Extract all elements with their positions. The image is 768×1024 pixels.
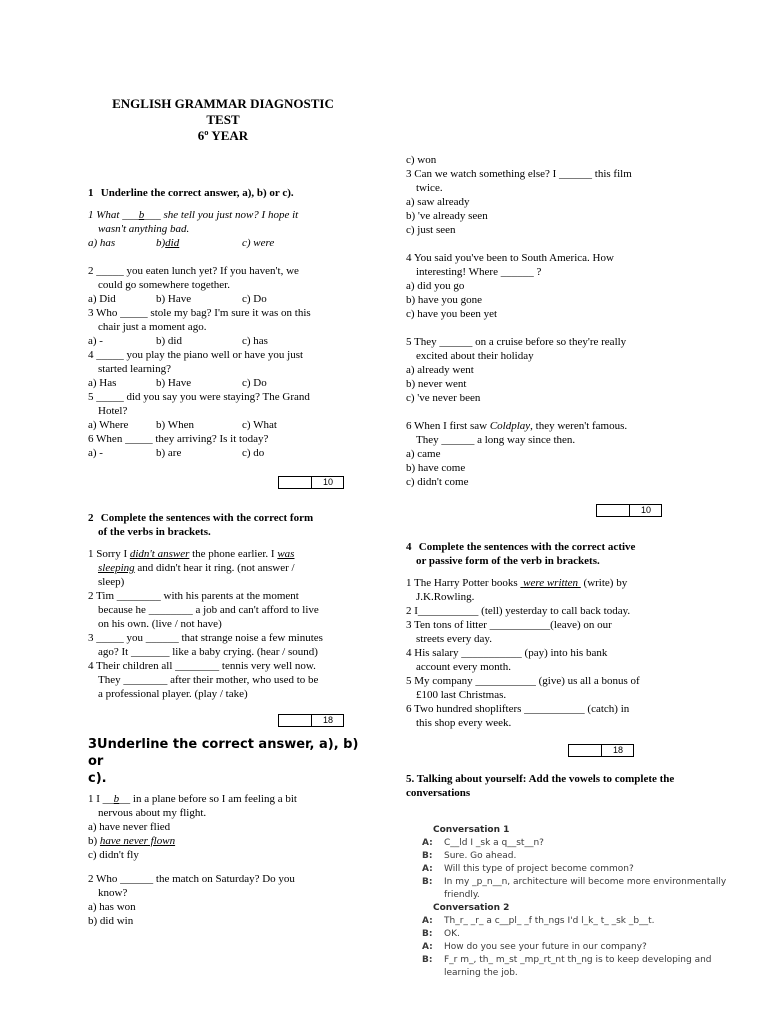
question-3-3: 3 Can we watch something else? I ______ this film: [406, 168, 632, 180]
question-3-2: 2 Who ______ the match on Saturday? Do you: [88, 873, 295, 885]
exercise-1: 1 Underline the correct answer, a), b) or c). 1 What ___b___ she tell you just now? I hope it wasn't anything bad. a) has b)did c) were 2 _____ you eaten lunch yet? If you haven't, we could go somewhere together. a) Did b) Have c) Do 3 Who _____ stole my bag? I'm sure it was on this chair just a moment ago. a) - b) did c) has 4 _____ you play the piano well or have you just started learning? a) Has b) Have c) Do 5 _____ did you say you were staying? The Grand Hotel? a) Where b) When c) What 6 When _____ they arriving? Is it today? a) - b) are c) do: [88, 186, 363, 460]
exercise-2-score-box[interactable]: [278, 714, 344, 727]
conversation-line: A: Th_r_ _r_ a c__pl_ _f th_ngs I'd l_k_ t_ _sk _b__t.: [422, 916, 655, 926]
question-1-3-options: a) - b) did c) has: [88, 335, 268, 347]
conversation-line: A: C__ld I _sk a q__st__n?: [422, 838, 544, 848]
title-line-3: 6º YEAR: [197, 128, 249, 143]
option-b-answer: have never flown: [99, 835, 176, 847]
conversation-line: B: OK.: [422, 929, 460, 939]
exercise-2-score: 18: [311, 715, 344, 726]
question-1-5: 5 _____ did you say you were staying? The Grand: [88, 391, 310, 403]
exercise-3-continued: c) won 3 Can we watch something else? I ______ this film twice. a) saw already b) 've already seen c) just seen 4 You said you've been to South America. How interesting! Where ______ ? a) did you go b) have you gone c) have you been yet 5 They ______ on a cruise before so they're really excited about their holiday a) already went b) never went c) 've never been 6 When I first saw Coldplay, they weren't famous. They ______ a long way since then. a) came b) have come c) didn't come: [406, 153, 736, 489]
exercise-4: 4 Complete the sentences with the correct active or passive form of the verb in brackets. 1 The Harry Potter books were written (write) by J.K.Rowling. 2 I___________ (tell) yesterday to call back today. 3 Ten tons of litter ___________(leave) on our streets every day. 4 His salary ___________ (pay) into his bank account every month. 5 My company ___________ (give) us all a bonus of £100 last Christmas. 6 Two hundred shoplifters ___________ (catch) in this shop every week.: [406, 540, 736, 730]
exercise-3-score: 10: [629, 505, 662, 516]
exercise-3-heading: 3Underline the correct answer, a), b) or: [88, 737, 359, 769]
question-2-3: 3 _____ you ______ that strange noise a few minutes: [88, 632, 323, 644]
title-line-2: TEST: [206, 112, 240, 127]
question-4-2: 2 I___________ (tell) yesterday to call back today.: [406, 605, 631, 617]
conversation-line: B: F_r m_, th_ m_st _mp_rt_nt th_ng is to keep developing and learning the job.: [422, 955, 712, 978]
exercise-5: 5. Talking about yourself: Add the vowels to complete the conversations: [406, 772, 736, 800]
question-1-4-options: a) Has b) Have c) Do: [88, 377, 267, 389]
exercise-4-score: 18: [601, 745, 634, 756]
conversation-line: B: In my _p_n__n, architecture will become more environmentally friendly.: [422, 877, 727, 900]
exercise-3: 3Underline the correct answer, a), b) or c). 1 I __b__ in a plane before so I am feeling a bit nervous about my flight. a) have never flied b) have never flown c) didn't fly 2 Who ______ the match on Saturday? Do you know? a) has won b) did win: [88, 736, 363, 928]
question-3-1: 1 I __b__ in a plane before so I am feeling a bit: [88, 793, 297, 805]
question-1-6-options: a) - b) are c) do: [88, 447, 265, 459]
conversation-line: B: Sure. Go ahead.: [422, 851, 517, 861]
question-2-4: 4 Their children all ________ tennis very well now.: [88, 660, 316, 672]
option-c: c) were: [242, 237, 275, 249]
question-3-5: 5 They ______ on a cruise before so they're really: [406, 336, 627, 348]
question-3-4: 4 You said you've been to South America. How: [406, 252, 614, 264]
question-1-6: 6 When _____ they arriving? Is it today?: [88, 433, 269, 445]
conversation-1-title: Conversation 1: [433, 825, 510, 835]
question-1-2: 2 _____ you eaten lunch yet? If you haven't, we: [88, 265, 299, 277]
exercise-4-score-box[interactable]: [568, 744, 634, 757]
question-4-6: 6 Two hundred shoplifters ___________ (catch) in: [406, 703, 630, 715]
option-b-answer: did: [165, 237, 180, 249]
question-1-1-options: a) has b)did c) were: [88, 237, 275, 249]
question-1-1-line-2: wasn't anything bad.: [98, 223, 190, 235]
question-4-4: 4 His salary ___________ (pay) into his bank: [406, 647, 608, 659]
question-3-6: 6 When I first saw Coldplay, they weren't famous.: [406, 420, 628, 432]
exercise-5-heading: 5. Talking about yourself: Add the vowels to complete the: [406, 773, 675, 785]
exercise-1-score: 10: [311, 477, 344, 488]
question-4-3: 3 Ten tons of litter ___________(leave) on our: [406, 619, 612, 631]
question-2-1: 1 Sorry I didn't answer the phone earlier. I was: [88, 548, 295, 560]
question-1-1: 1 What ___b___ she tell you just now? I hope it: [88, 209, 299, 221]
document-title: [88, 96, 358, 144]
exercise-2: 2 Complete the sentences with the correct form of the verbs in brackets. 1 Sorry I didn't answer the phone earlier. I was sleeping and didn't hear it ring. (not answer / sleep) 2 Tim ________ with his parents at the moment because he ________ a job and can't afford to live on his own. (live / not have) 3 _____ you ______ that strange noise a few minutes ago? It _______ like a baby crying. (hear / sound) 4 Their children all ________ tennis very well now. They ________ after their mother, who used to be a professional player. (play / take): [88, 511, 363, 701]
exercise-3-score-box[interactable]: [596, 504, 662, 517]
question-1-5-options: a) Where b) When c) What: [88, 419, 277, 431]
question-4-1: 1 The Harry Potter books were written (write) by: [406, 577, 628, 589]
exercise-4-heading: 4 Complete the sentences with the correct active: [406, 541, 636, 553]
option-a: a) has: [88, 237, 116, 249]
conversations-image: [422, 824, 733, 980]
conversation-line: A: Will this type of project become common?: [422, 864, 634, 874]
question-1-4: 4 _____ you play the piano well or have you just: [88, 349, 304, 361]
exercise-1-score-box[interactable]: [278, 476, 344, 489]
exercise-2-heading: 2 Complete the sentences with the correct form: [88, 512, 314, 524]
question-1-3: 3 Who _____ stole my bag? I'm sure it was on this: [88, 307, 311, 319]
title-line-1: ENGLISH GRAMMAR DIAGNOSTIC: [112, 96, 334, 111]
conversation-line: A: How do you see your future in our company?: [422, 942, 647, 952]
conversation-2-title: Conversation 2: [433, 903, 510, 913]
question-4-5: 5 My company ___________ (give) us all a bonus of: [406, 675, 640, 687]
question-1-2-options: a) Did b) Have c) Do: [88, 293, 267, 305]
exercise-1-heading: 1 Underline the correct answer, a), b) or c).: [88, 187, 294, 199]
question-2-2: 2 Tim ________ with his parents at the moment: [88, 590, 299, 602]
